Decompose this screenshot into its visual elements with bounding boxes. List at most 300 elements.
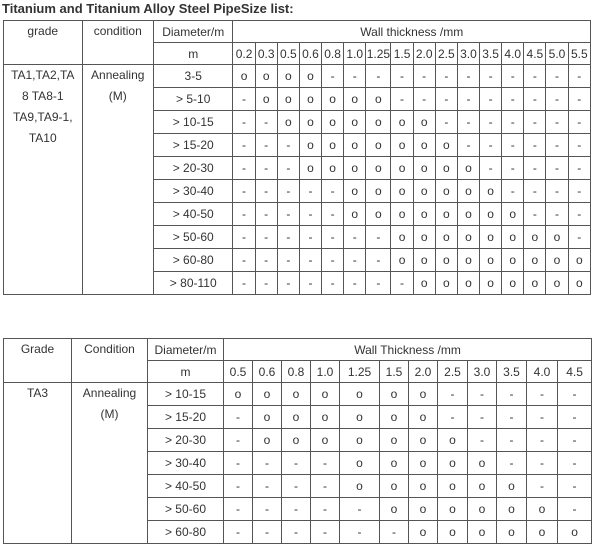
availability-mark: - — [311, 498, 340, 521]
condition-cell — [82, 65, 153, 295]
availability-mark: - — [524, 180, 546, 203]
availability-mark: - — [558, 452, 592, 475]
availability-mark: - — [322, 249, 344, 272]
availability-mark: o — [344, 88, 366, 111]
availability-mark: o — [380, 452, 409, 475]
availability-mark: - — [366, 226, 391, 249]
availability-mark: o — [299, 157, 321, 180]
header-row — [4, 21, 591, 43]
availability-mark: o — [546, 249, 568, 272]
availability-mark: - — [546, 157, 568, 180]
availability-mark: - — [457, 65, 479, 88]
availability-mark: o — [438, 452, 468, 475]
thickness-header-cell: 5.5 — [568, 43, 590, 65]
condition-line: Annealing — [91, 68, 145, 82]
grade-cell — [4, 383, 72, 544]
condition-line: Annealing — [82, 386, 137, 400]
availability-mark: o — [409, 406, 438, 429]
availability-mark: o — [340, 383, 380, 406]
availability-mark: - — [558, 383, 592, 406]
availability-mark: o — [457, 157, 479, 180]
availability-mark: - — [344, 272, 366, 295]
availability-mark: - — [340, 521, 380, 544]
availability-mark: o — [409, 521, 438, 544]
availability-mark: - — [558, 475, 592, 498]
availability-mark: - — [299, 203, 321, 226]
availability-mark: o — [480, 249, 502, 272]
availability-mark: - — [255, 249, 277, 272]
availability-mark: - — [255, 226, 277, 249]
availability-mark: o — [468, 475, 497, 498]
diameter-cell: > 20-30 — [153, 157, 233, 180]
availability-mark: - — [502, 134, 524, 157]
diameter-cell: > 10-15 — [153, 111, 233, 134]
diameter-header: Diameter/m — [148, 339, 224, 361]
availability-mark: o — [409, 475, 438, 498]
thickness-header-cell: 3.5 — [497, 361, 527, 383]
availability-mark: - — [311, 452, 340, 475]
availability-mark: - — [558, 498, 592, 521]
availability-mark: o — [480, 272, 502, 295]
availability-mark: - — [282, 452, 311, 475]
availability-mark: - — [299, 272, 321, 295]
availability-mark: - — [224, 475, 253, 498]
thickness-header-cell: 3.5 — [480, 43, 502, 65]
grade-line: TA10 — [28, 131, 57, 145]
availability-mark: - — [277, 157, 299, 180]
availability-mark: - — [233, 203, 255, 226]
availability-mark: - — [282, 475, 311, 498]
availability-mark: o — [344, 203, 366, 226]
availability-mark: - — [255, 203, 277, 226]
availability-mark: - — [497, 383, 527, 406]
availability-mark: o — [413, 226, 435, 249]
availability-mark: - — [391, 65, 413, 88]
availability-mark: o — [468, 452, 497, 475]
diameter-cell: > 50-60 — [148, 498, 224, 521]
availability-mark: - — [546, 111, 568, 134]
availability-mark: - — [546, 134, 568, 157]
availability-mark: - — [438, 406, 468, 429]
availability-mark: o — [340, 429, 380, 452]
availability-mark: o — [413, 272, 435, 295]
condition-line: (M) — [108, 89, 127, 103]
availability-mark: o — [480, 226, 502, 249]
grade-header: Grade — [4, 339, 72, 383]
diameter-cell: > 5-10 — [153, 88, 233, 111]
availability-mark: o — [435, 134, 457, 157]
diameter-cell: > 40-50 — [148, 475, 224, 498]
diameter-cell: > 60-80 — [148, 521, 224, 544]
availability-mark: - — [391, 88, 413, 111]
availability-mark: - — [391, 272, 413, 295]
availability-mark: - — [480, 65, 502, 88]
availability-mark: - — [527, 429, 558, 452]
thickness-header-cell: 1.5 — [380, 361, 409, 383]
availability-mark: - — [568, 157, 590, 180]
availability-mark: o — [299, 134, 321, 157]
availability-mark: - — [546, 88, 568, 111]
availability-mark: - — [524, 65, 546, 88]
availability-mark: - — [568, 88, 590, 111]
availability-mark: - — [524, 157, 546, 180]
thickness-header-cell: 3.0 — [457, 43, 479, 65]
table-row — [4, 65, 591, 88]
condition-cell — [72, 383, 148, 544]
thickness-header-cell: 1.5 — [391, 43, 413, 65]
availability-mark: - — [224, 406, 253, 429]
thickness-header-cell: 2.0 — [409, 361, 438, 383]
condition-header: condition — [82, 21, 153, 65]
thickness-header-cell: 0.8 — [282, 361, 311, 383]
availability-mark: - — [527, 406, 558, 429]
availability-mark: - — [435, 88, 457, 111]
diameter-cell: > 80-110 — [153, 272, 233, 295]
availability-mark: - — [468, 429, 497, 452]
availability-mark: o — [409, 429, 438, 452]
availability-mark: - — [435, 65, 457, 88]
availability-mark: - — [311, 475, 340, 498]
page-title: Titanium and Titanium Alloy Steel PipeSize list: — [2, 1, 294, 16]
availability-mark: - — [413, 88, 435, 111]
diameter-header: Diameter/m — [153, 21, 233, 43]
availability-mark: - — [277, 134, 299, 157]
diameter-cell: > 30-40 — [148, 452, 224, 475]
availability-mark: o — [413, 134, 435, 157]
availability-mark: o — [344, 180, 366, 203]
availability-mark: - — [277, 249, 299, 272]
availability-mark: o — [457, 249, 479, 272]
availability-mark: - — [233, 111, 255, 134]
availability-mark: - — [344, 249, 366, 272]
availability-mark: o — [435, 180, 457, 203]
availability-mark: - — [322, 65, 344, 88]
availability-mark: o — [502, 226, 524, 249]
thickness-header-cell: 0.5 — [277, 43, 299, 65]
diameter-header-unit: m — [148, 361, 224, 383]
availability-mark: o — [391, 180, 413, 203]
availability-mark: o — [391, 157, 413, 180]
thickness-header-cell: 1.25 — [366, 43, 391, 65]
availability-mark: o — [344, 134, 366, 157]
availability-mark: - — [233, 272, 255, 295]
availability-mark: o — [480, 203, 502, 226]
availability-mark: o — [366, 88, 391, 111]
pipe-size-table-ta3 — [3, 338, 592, 544]
availability-mark: o — [366, 134, 391, 157]
thickness-header-cell: 0.3 — [255, 43, 277, 65]
availability-mark: - — [311, 521, 340, 544]
availability-mark: o — [409, 452, 438, 475]
availability-mark: o — [502, 272, 524, 295]
availability-mark: o — [457, 203, 479, 226]
availability-mark: - — [277, 272, 299, 295]
availability-mark: o — [527, 521, 558, 544]
availability-mark: - — [233, 226, 255, 249]
availability-mark: - — [524, 111, 546, 134]
availability-mark: - — [366, 249, 391, 272]
diameter-cell: > 20-30 — [148, 429, 224, 452]
diameter-cell: > 15-20 — [153, 134, 233, 157]
availability-mark: - — [480, 111, 502, 134]
availability-mark: o — [457, 226, 479, 249]
wall-thickness-header: Wall thickness /mm — [233, 21, 591, 43]
availability-mark: - — [527, 452, 558, 475]
availability-mark: o — [438, 498, 468, 521]
thickness-header-cell: 2.5 — [435, 43, 457, 65]
availability-mark: o — [366, 180, 391, 203]
availability-mark: o — [255, 65, 277, 88]
thickness-header-cell: 0.6 — [299, 43, 321, 65]
availability-mark: - — [322, 180, 344, 203]
availability-mark: - — [255, 157, 277, 180]
thickness-header-cell: 0.5 — [224, 361, 253, 383]
condition-header: Condition — [72, 339, 148, 383]
pipe-size-table-ta1 — [3, 20, 591, 295]
diameter-header-unit: m — [153, 43, 233, 65]
thickness-header-cell: 4.0 — [502, 43, 524, 65]
availability-mark: o — [233, 65, 255, 88]
availability-mark: o — [380, 429, 409, 452]
diameter-cell: > 10-15 — [148, 383, 224, 406]
availability-mark: - — [497, 452, 527, 475]
availability-mark: - — [299, 180, 321, 203]
availability-mark: - — [527, 383, 558, 406]
availability-mark: o — [546, 272, 568, 295]
availability-mark: - — [344, 226, 366, 249]
availability-mark: o — [568, 249, 590, 272]
availability-mark: o — [322, 134, 344, 157]
availability-mark: - — [524, 134, 546, 157]
thickness-header-cell: 4.5 — [558, 361, 592, 383]
availability-mark: - — [299, 249, 321, 272]
availability-mark: o — [502, 203, 524, 226]
availability-mark: - — [253, 475, 282, 498]
availability-mark: - — [255, 111, 277, 134]
availability-mark: - — [322, 272, 344, 295]
availability-mark: - — [299, 226, 321, 249]
availability-mark: o — [282, 383, 311, 406]
availability-mark: o — [457, 272, 479, 295]
availability-mark: - — [282, 521, 311, 544]
availability-mark: - — [568, 111, 590, 134]
availability-mark: o — [435, 203, 457, 226]
availability-mark: - — [233, 88, 255, 111]
availability-mark: o — [524, 226, 546, 249]
availability-mark: - — [366, 65, 391, 88]
availability-mark: o — [322, 88, 344, 111]
availability-mark: - — [282, 498, 311, 521]
availability-mark: o — [527, 498, 558, 521]
availability-mark: o — [413, 180, 435, 203]
availability-mark: - — [502, 111, 524, 134]
availability-mark: o — [497, 521, 527, 544]
availability-mark: o — [366, 203, 391, 226]
availability-mark: - — [527, 475, 558, 498]
availability-mark: - — [224, 452, 253, 475]
availability-mark: o — [468, 498, 497, 521]
availability-mark: - — [558, 429, 592, 452]
availability-mark: o — [558, 521, 592, 544]
availability-mark: o — [438, 521, 468, 544]
availability-mark: - — [546, 203, 568, 226]
thickness-header-cell: 4.5 — [524, 43, 546, 65]
availability-mark: o — [413, 203, 435, 226]
availability-mark: - — [366, 272, 391, 295]
availability-mark: - — [224, 521, 253, 544]
diameter-cell: > 15-20 — [148, 406, 224, 429]
thickness-header-cell: 1.0 — [311, 361, 340, 383]
availability-mark: o — [344, 157, 366, 180]
grade-cell — [4, 65, 83, 295]
availability-mark: - — [255, 134, 277, 157]
availability-mark: - — [568, 65, 590, 88]
availability-mark: - — [480, 157, 502, 180]
availability-mark: - — [497, 406, 527, 429]
availability-mark: - — [480, 134, 502, 157]
thickness-header-cell: 0.2 — [233, 43, 255, 65]
availability-mark: o — [497, 475, 527, 498]
availability-mark: o — [311, 406, 340, 429]
availability-mark: - — [340, 498, 380, 521]
availability-mark: o — [299, 65, 321, 88]
availability-mark: - — [480, 88, 502, 111]
availability-mark: o — [568, 272, 590, 295]
availability-mark: o — [322, 111, 344, 134]
availability-mark: o — [413, 111, 435, 134]
thickness-header-cell: 2.5 — [438, 361, 468, 383]
availability-mark: - — [322, 226, 344, 249]
availability-mark: o — [380, 475, 409, 498]
wall-thickness-header: Wall Thickness /mm — [224, 339, 592, 361]
availability-mark: - — [502, 180, 524, 203]
availability-mark: o — [255, 88, 277, 111]
availability-mark: o — [253, 429, 282, 452]
availability-mark: - — [457, 134, 479, 157]
availability-mark: o — [366, 157, 391, 180]
availability-mark: o — [438, 475, 468, 498]
availability-mark: - — [524, 88, 546, 111]
availability-mark: o — [391, 203, 413, 226]
availability-mark: - — [255, 180, 277, 203]
thickness-header-cell: 0.6 — [253, 361, 282, 383]
availability-mark: o — [277, 111, 299, 134]
availability-mark: - — [253, 498, 282, 521]
availability-mark: - — [438, 383, 468, 406]
availability-mark: - — [546, 65, 568, 88]
availability-mark: - — [457, 88, 479, 111]
availability-mark: o — [340, 406, 380, 429]
availability-mark: - — [502, 88, 524, 111]
availability-mark: o — [438, 429, 468, 452]
availability-mark: o — [435, 226, 457, 249]
diameter-cell: > 40-50 — [153, 203, 233, 226]
thickness-header-cell: 0.8 — [322, 43, 344, 65]
availability-mark: o — [224, 383, 253, 406]
availability-mark: - — [524, 203, 546, 226]
availability-mark: o — [546, 226, 568, 249]
availability-mark: - — [568, 134, 590, 157]
availability-mark: - — [568, 180, 590, 203]
availability-mark: - — [233, 157, 255, 180]
thickness-header-cell: 5.0 — [546, 43, 568, 65]
availability-mark: o — [299, 111, 321, 134]
availability-mark: o — [413, 249, 435, 272]
grade-header: grade — [4, 21, 83, 65]
availability-mark: - — [277, 226, 299, 249]
thickness-header-cell: 2.0 — [413, 43, 435, 65]
availability-mark: o — [435, 272, 457, 295]
availability-mark: o — [409, 498, 438, 521]
availability-mark: o — [524, 272, 546, 295]
availability-mark: - — [568, 226, 590, 249]
grade-line: TA3 — [26, 386, 49, 400]
availability-mark: o — [409, 383, 438, 406]
availability-mark: - — [502, 65, 524, 88]
grade-line: TA9,TA9-1, — [12, 110, 73, 124]
availability-mark: o — [480, 180, 502, 203]
availability-mark: o — [311, 429, 340, 452]
thickness-header-cell: 1.0 — [344, 43, 366, 65]
diameter-cell: 3-5 — [153, 65, 233, 88]
availability-mark: o — [457, 180, 479, 203]
availability-mark: - — [253, 521, 282, 544]
availability-mark: o — [524, 249, 546, 272]
availability-mark: - — [497, 429, 527, 452]
availability-mark: o — [391, 226, 413, 249]
availability-mark: o — [380, 498, 409, 521]
availability-mark: o — [253, 406, 282, 429]
availability-mark: - — [413, 65, 435, 88]
availability-mark: - — [322, 203, 344, 226]
availability-mark: - — [435, 111, 457, 134]
availability-mark: - — [255, 272, 277, 295]
availability-mark: o — [497, 498, 527, 521]
availability-mark: o — [502, 249, 524, 272]
availability-mark: - — [344, 65, 366, 88]
availability-mark: o — [468, 521, 497, 544]
grade-line: TA1,TA2,TA — [11, 68, 75, 82]
availability-mark: o — [299, 88, 321, 111]
table-row — [4, 383, 592, 406]
availability-mark: - — [233, 249, 255, 272]
availability-mark: o — [282, 406, 311, 429]
availability-mark: - — [277, 180, 299, 203]
availability-mark: - — [224, 429, 253, 452]
availability-mark: - — [558, 406, 592, 429]
availability-mark: o — [413, 157, 435, 180]
availability-mark: o — [435, 157, 457, 180]
availability-mark: o — [277, 88, 299, 111]
availability-mark: o — [380, 406, 409, 429]
availability-mark: o — [344, 111, 366, 134]
thickness-header-cell: 4.0 — [527, 361, 558, 383]
availability-mark: o — [380, 383, 409, 406]
availability-mark: - — [253, 452, 282, 475]
diameter-cell: > 30-40 — [153, 180, 233, 203]
availability-mark: o — [340, 452, 380, 475]
availability-mark: o — [340, 475, 380, 498]
availability-mark: - — [224, 498, 253, 521]
availability-mark: - — [468, 383, 497, 406]
availability-mark: o — [391, 249, 413, 272]
condition-line: (M) — [100, 407, 119, 421]
availability-mark: - — [457, 111, 479, 134]
availability-mark: o — [253, 383, 282, 406]
diameter-cell: > 60-80 — [153, 249, 233, 272]
availability-mark: - — [568, 203, 590, 226]
thickness-header-cell: 3.0 — [468, 361, 497, 383]
